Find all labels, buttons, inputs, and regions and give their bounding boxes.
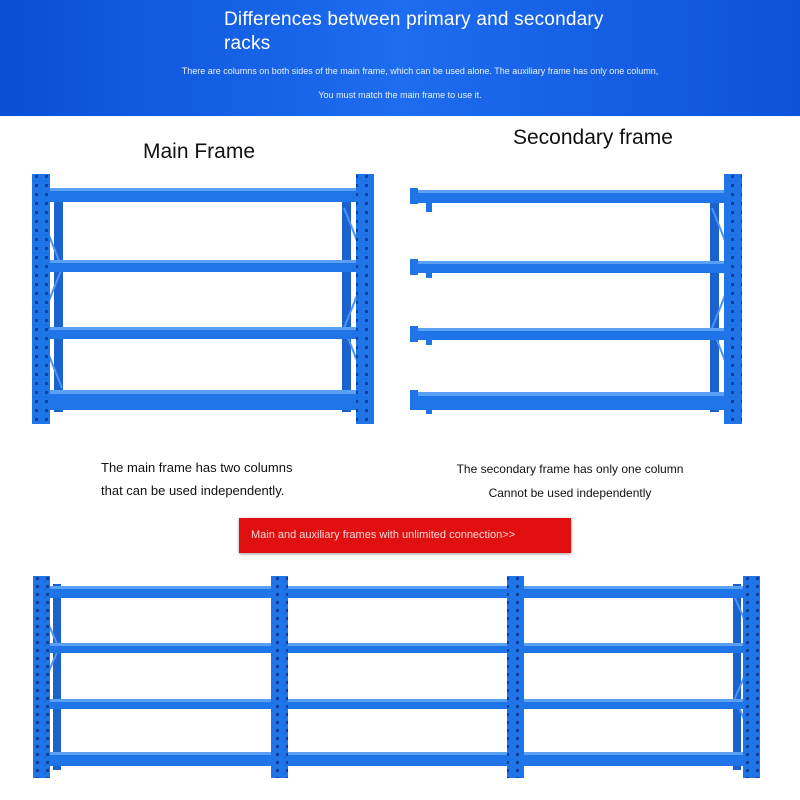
connection-banner <box>239 518 571 553</box>
main-frame-label: Main Frame <box>143 140 256 163</box>
header-subtitle-line1: There are columns on both sides of the main frame, which can be used alone. The auxiliary frame has only one column, <box>181 66 659 76</box>
secondary-frame-label: Secondary frame <box>513 126 673 149</box>
header-subtitle-line2: You must match the main frame to use it. <box>318 90 482 100</box>
secondary-frame-description <box>440 457 700 505</box>
main-frame-description <box>101 456 292 502</box>
secondary-frame-description-line2: Cannot be used independently <box>488 486 652 500</box>
connected-racks-image <box>33 574 763 778</box>
secondary-frame-rack-image <box>408 172 744 424</box>
connection-banner-text: Main and auxiliary frames with unlimited connection>> <box>251 529 516 541</box>
page-title: Differences between primary and secondary racks <box>224 9 604 54</box>
secondary-frame-description-line1: The secondary frame has only one column <box>456 462 684 476</box>
main-frame-rack-image <box>32 172 374 424</box>
header-banner <box>0 0 800 116</box>
main-frame-description-line2: that can be used independently. <box>101 483 285 498</box>
main-frame-description-line1: The main frame has two columns <box>101 460 293 475</box>
